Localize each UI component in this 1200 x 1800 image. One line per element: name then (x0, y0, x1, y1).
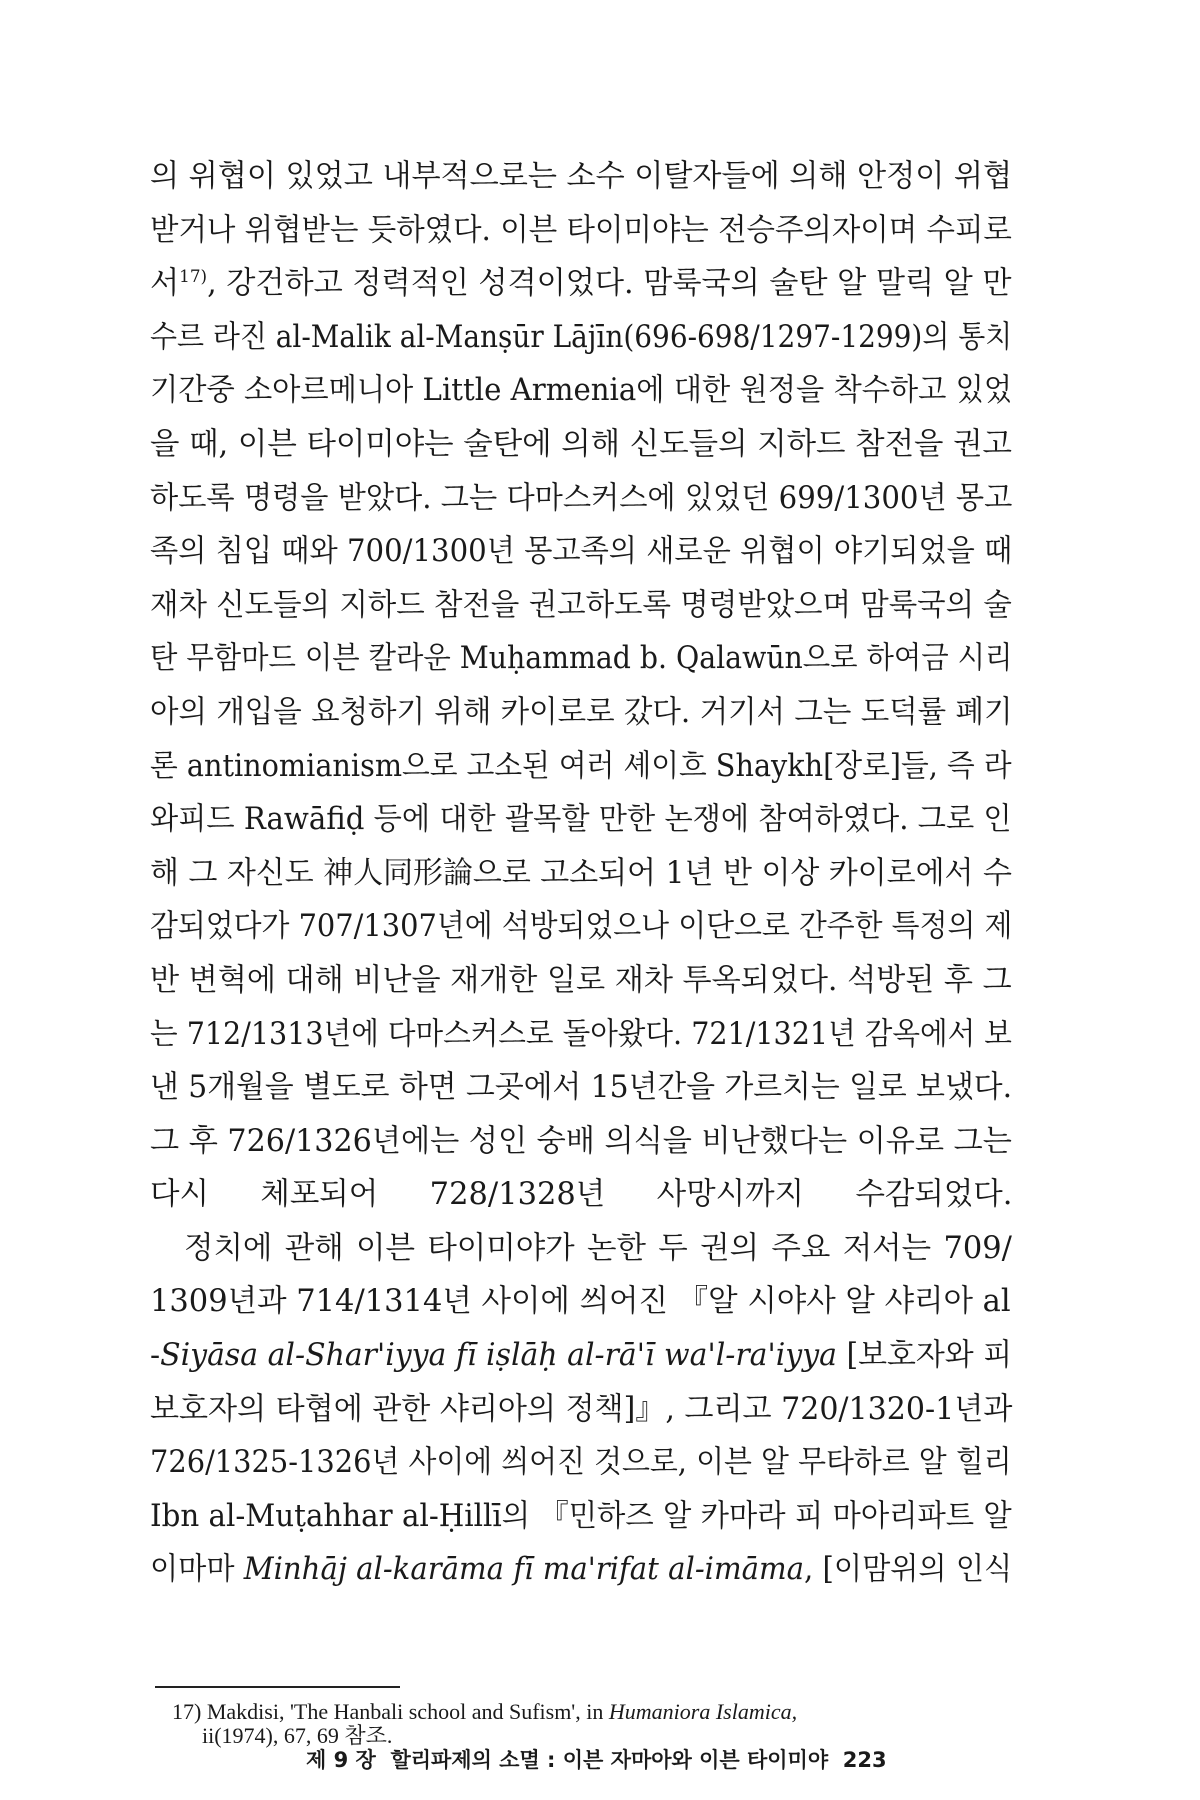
text-line: Ibn al-Muṭahhar al-Ḥillī의 『민하즈 알 카마라 피 마아리파트 알 (150, 1498, 1012, 1534)
text-fragment: 이마마 (150, 1552, 244, 1588)
text-line: 재차 신도들의 지하드 참전을 권고하도록 명령받았으며 맘룩국의 술 (150, 587, 1012, 623)
text-line: 기간중 소아르메니아 Little Armenia에 대한 원정을 착수하고 있었 (150, 373, 1013, 409)
text-line: 받거나 위협받는 듯하였다. 이븐 타이미야는 전승주의자이며 수피로 (150, 212, 1012, 248)
footer-chapter: 제 9 장 (306, 1748, 376, 1772)
text-line: 보호자의 타협에 관한 샤리아의 정책]』, 그리고 720/1320-1년과 (150, 1391, 1013, 1427)
footnote (172, 1700, 1012, 1748)
text-line: 감되었다가 707/1307년에 석방되었으나 이단으로 간주한 특정의 제 (150, 909, 1013, 945)
paragraph-start-line: 정치에 관해 이븐 타이미야가 논한 두 권의 주요 저서는 709/ (184, 1230, 1012, 1266)
text-fragment: [보호자와 피 (836, 1338, 1013, 1374)
text-line: 해 그 자신도 神人同形論으로 고소되어 1년 반 이상 카이로에서 수 (150, 855, 1012, 891)
text-line: 론 antinomianism으로 고소된 여러 셰이흐 Shaykh[장로]들, 즉 라 (150, 748, 1012, 784)
footer-title: 할리파제의 소멸 : 이븐 자마아와 이븐 타이미야 (390, 1748, 829, 1772)
running-footer (306, 1744, 1016, 1774)
footnote-line (172, 1700, 1012, 1724)
text-line: 와피드 Rawāfiḍ 등에 대한 괄목할 만한 논쟁에 참여하였다. 그로 인 (150, 802, 1012, 838)
text-line: 수르 라진 al-Malik al-Manṣūr Lājīn(696-698/1297-1299)의 통치 (150, 319, 1013, 355)
text-line: 하도록 명령을 받았다. 그는 다마스커스에 있었던 699/1300년 몽고 (150, 480, 1013, 516)
text-line (150, 1329, 1013, 1383)
italic-title: Siyāsa al-Shar'iyya fī iṣlāḥ al-rā'ī wa'l-ra'iyya (160, 1338, 837, 1374)
text-line: 탄 무함마드 이븐 칼라운 Muḥammad b. Qalawūn으로 하여금 시리 (150, 641, 1013, 677)
footnote-divider (155, 1686, 400, 1688)
text-line: 낸 5개월을 별도로 하면 그곳에서 15년간을 가르치는 일로 보냈다. (150, 1070, 1013, 1106)
text-line: 다시 체포되어 728/1328년 사망시까지 수감되었다. (150, 1177, 1013, 1213)
footnote-number: 17) (172, 1699, 202, 1724)
footnote-line: ii(1974), 67, 69 참조. (202, 1723, 393, 1748)
text-line (150, 1543, 1013, 1597)
text-line: 726/1325-1326년 사이에 씌어진 것으로, 이븐 알 무타하르 알 힐리 (150, 1445, 1012, 1481)
italic-title: Minhāj al-karāma fī ma'rifat al-imāma (243, 1552, 805, 1588)
footnote-ref: 17) (179, 267, 208, 288)
text-fragment: 서 (150, 266, 180, 302)
footnote-text: Makdisi, 'The Hanbali school and Sufism', in (206, 1699, 609, 1724)
text-fragment: , 강건하고 정력적인 성격이었다. 맘룩국의 술탄 알 말릭 알 만 (207, 266, 1012, 302)
text-line: 의 위협이 있었고 내부적으로는 소수 이탈자들에 의해 안정이 위협 (150, 159, 1013, 194)
text-line: 족의 침입 때와 700/1300년 몽고족의 새로운 위협이 야기되었을 때 (150, 534, 1013, 570)
text-fragment: - (150, 1338, 161, 1374)
text-fragment: , [이맘위의 인식 (804, 1552, 1013, 1588)
text-line: 는 712/1313년에 다마스커스로 돌아왔다. 721/1321년 감옥에서 보 (150, 1016, 1012, 1052)
text-line: 을 때, 이븐 타이미야는 술탄에 의해 신도들의 지하드 참전을 권고 (150, 426, 1012, 462)
text-line: 1309년과 714/1314년 사이에 씌어진 『알 시야사 알 샤리아 al (150, 1284, 1011, 1320)
text-line: 그 후 726/1326년에는 성인 숭배 의식을 비난했다는 이유로 그는 (150, 1123, 1012, 1159)
text-line: 아의 개입을 요청하기 위해 카이로로 갔다. 거기서 그는 도덕률 폐기 (150, 694, 1013, 730)
text-line: 반 변혁에 대해 비난을 재개한 일로 재차 투옥되었다. 석방된 후 그 (150, 962, 1012, 998)
body-text (150, 150, 1012, 1597)
text-line (150, 257, 1012, 311)
footnote-journal: Humaniora Islamica, (608, 1699, 798, 1724)
page-number: 223 (842, 1748, 887, 1772)
